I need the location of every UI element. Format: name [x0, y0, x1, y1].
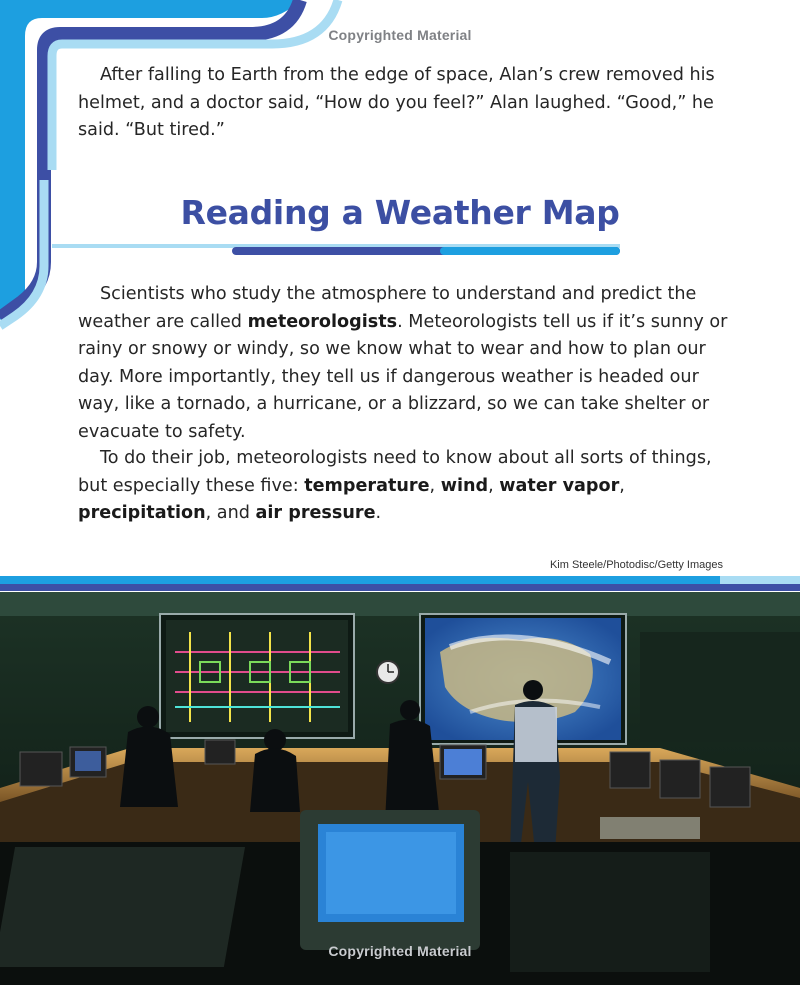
p3-sep: ,: [488, 475, 500, 496]
term-temperature: temperature: [304, 475, 430, 496]
term-precipitation: precipitation: [78, 503, 206, 523]
term-meteorologists: meteorologists: [247, 311, 398, 332]
intro-text: After falling to Earth from the edge of space, Alan’s crew removed his helmet, and a doctor said, “How do you feel?” Alan laughed. “Good,” he said. “But tired.”: [78, 65, 715, 140]
term-air-pressure: air pressure: [255, 503, 376, 523]
term-wind: wind: [440, 475, 489, 496]
p2-before: Scientists who study the atmosphere to understand and predict the weather are called: [78, 284, 697, 332]
p3-sep: ,: [429, 475, 441, 496]
copyright-watermark-top: Copyrighted Material: [328, 27, 472, 43]
weather-control-room-photo: [0, 592, 800, 985]
p3-intro: To do their job, meteorologists need to know about all sorts of things, but especially these five:: [78, 448, 712, 496]
photo-credit: Kim Steele/Photodisc/Getty Images: [549, 559, 723, 571]
copyright-watermark-bottom: Copyrighted Material: [328, 943, 472, 959]
p3-sep: ,: [619, 475, 625, 496]
p2-after: . Meteorologists tell us if it’s sunny or rainy or snowy or windy, so we know what to wear and how to plan our day. More importantly, they tell us if dangerous weather is headed our way, like a tornado, a hurricane, or a blizzard, so we can take shelter or evacuate to safety.: [78, 311, 728, 442]
p3-end: .: [375, 503, 382, 523]
term-water-vapor: water vapor: [499, 475, 620, 496]
p3-sep: , and: [205, 503, 256, 523]
section-heading: Reading a Weather Map: [180, 193, 620, 232]
